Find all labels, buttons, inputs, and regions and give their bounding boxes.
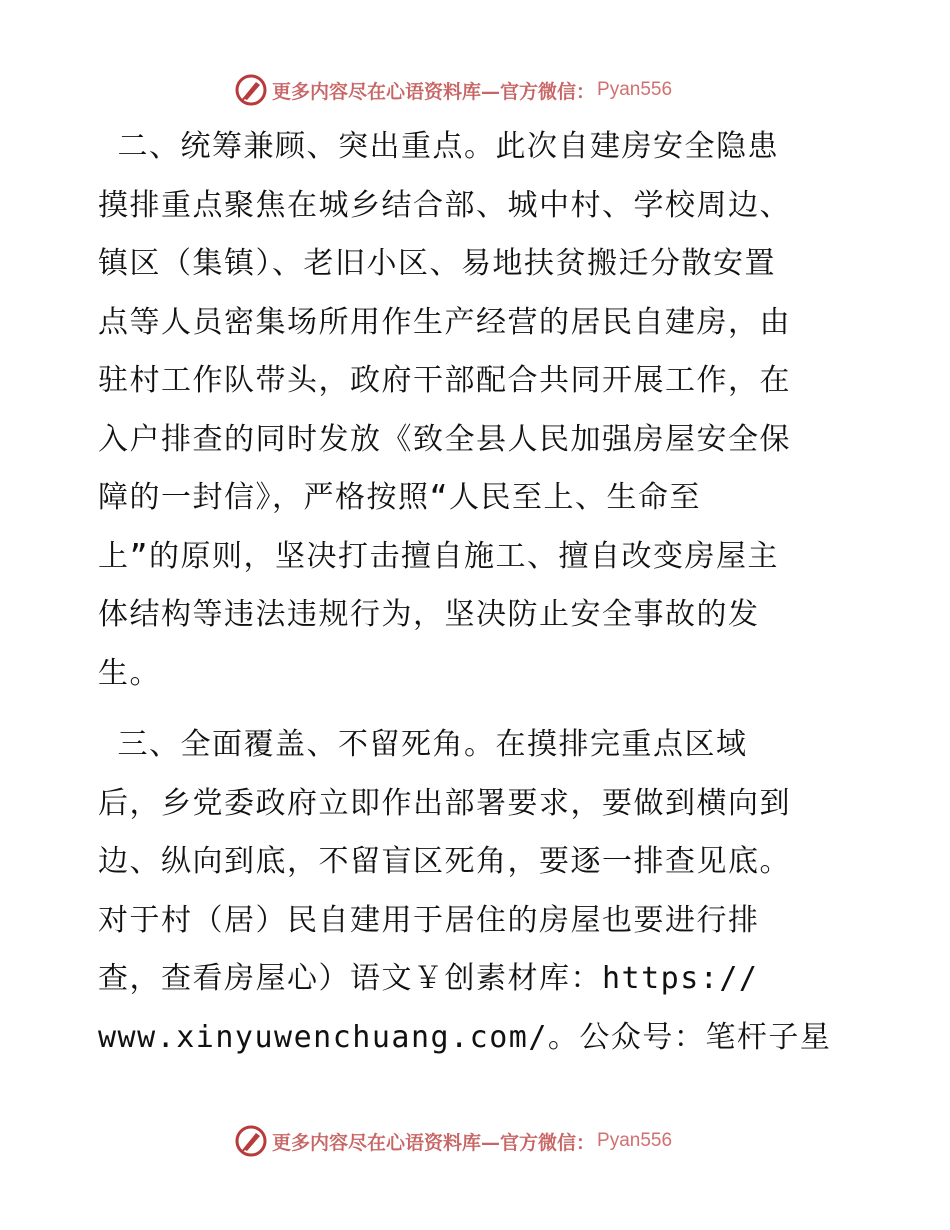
text-line: 体结构等违法违规行为，坚决防止安全事故的发 bbox=[98, 597, 760, 632]
red-quill-logo-icon bbox=[234, 1124, 268, 1158]
paragraph-2 bbox=[98, 118, 858, 703]
text-line: 查，查看房屋心）语文￥创素材库：https:// bbox=[98, 961, 759, 996]
watermark-text: 更多内容尽在心语资料库—官方微信： bbox=[272, 1131, 596, 1154]
text-line: 对于村（居）民自建用于居住的房屋也要进行排 bbox=[98, 902, 760, 938]
text-line: 驻村工作队带头，政府干部配合共同开展工作，在 bbox=[98, 363, 791, 398]
watermark-text: 更多内容尽在心语资料库—官方微信： bbox=[272, 80, 596, 103]
text-line: www.xinyuwenchuang.com/。公众号：笔杆子星 bbox=[98, 1019, 832, 1055]
text-line: 后，乡党委政府立即作出部署要求，要做到横向到 bbox=[98, 785, 791, 821]
text-line: 三、全面覆盖、不留死角。在摸排完重点区域 bbox=[98, 727, 748, 762]
text-line: 二、统筹兼顾、突出重点。此次自建房安全隐患 bbox=[98, 129, 780, 164]
text-line: 障的一封信》，严格按照“人民至上、生命至 bbox=[98, 480, 702, 515]
text-line: 摸排重点聚焦在城乡结合部、城中村、学校周边、 bbox=[98, 187, 791, 223]
red-quill-logo-icon bbox=[234, 73, 268, 107]
text-line: 边、纵向到底，不留盲区死角，要逐一排查见底。 bbox=[98, 844, 791, 879]
text-line: 镇区（集镇）、老旧小区、易地扶贫搬迁分散安置 bbox=[98, 246, 776, 281]
header-watermark bbox=[234, 72, 672, 108]
paragraph-3 bbox=[98, 716, 858, 1067]
watermark-wechat: Pyan556 bbox=[597, 79, 673, 100]
text-line: 入户排查的同时发放《致全县人民加强房屋安全保 bbox=[98, 421, 791, 457]
text-line: 上”的原则，坚决打击擅自施工、擅自改变房屋主 bbox=[98, 538, 780, 574]
text-line: 生。 bbox=[98, 655, 161, 691]
watermark-wechat: Pyan556 bbox=[597, 1130, 673, 1151]
footer-watermark bbox=[234, 1123, 672, 1159]
text-line: 点等人员密集场所用作生产经营的居民自建房，由 bbox=[98, 304, 791, 340]
